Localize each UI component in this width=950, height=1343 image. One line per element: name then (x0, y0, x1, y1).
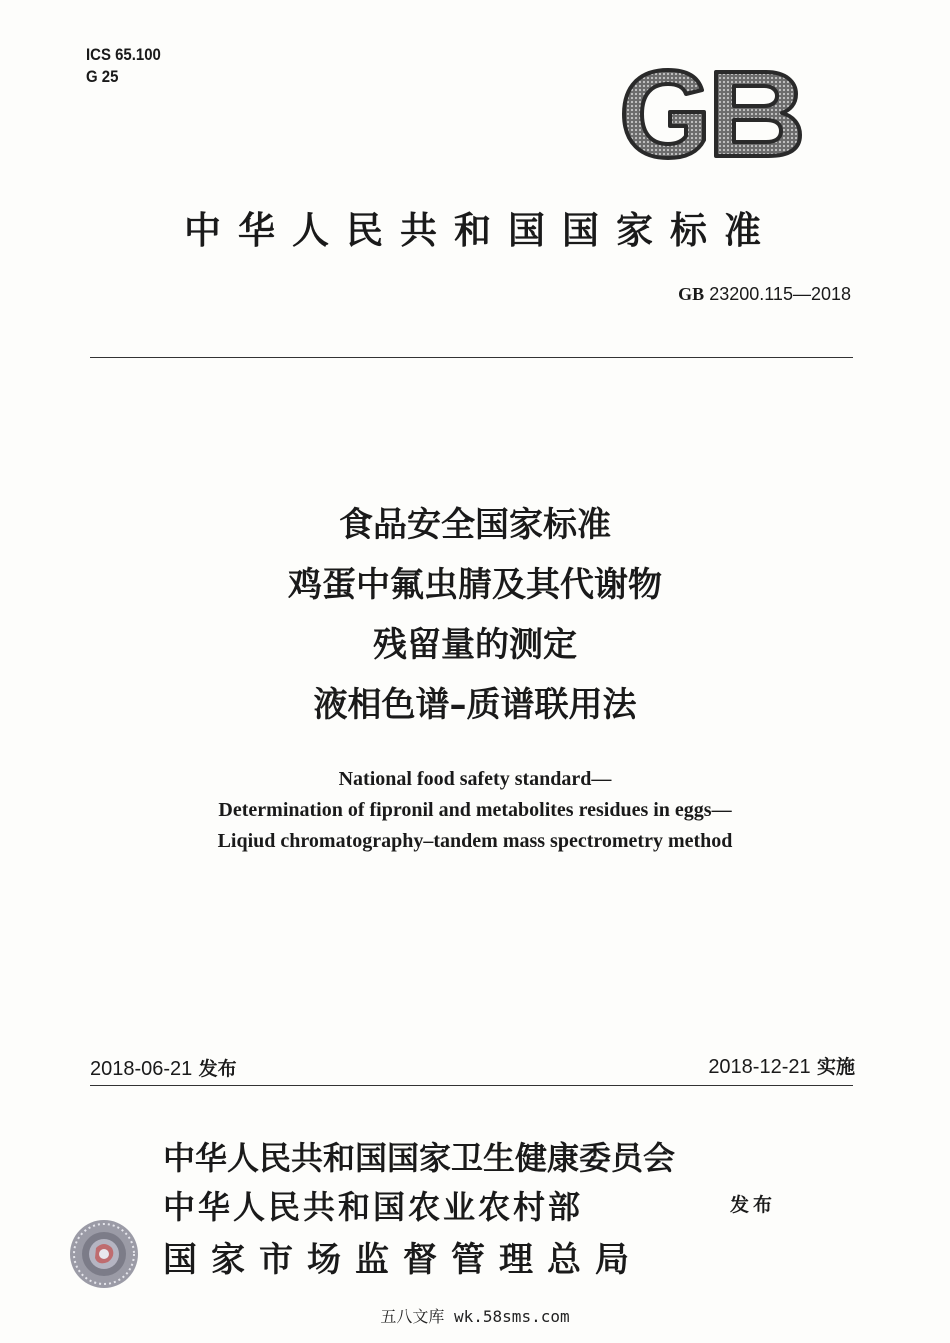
gb-logo (618, 64, 804, 162)
english-title-line: Determination of fipronil and metabolites residues in eggs— (218, 799, 732, 821)
implementation-date (708, 1052, 855, 1079)
issuer-agriculture-ministry: 中华人民共和国农业农村部 (163, 1188, 584, 1226)
issuer-health-commission: 中华人民共和国国家卫生健康委员会 (163, 1139, 676, 1177)
english-title-line: Liqiud chromatography–tandem mass spectrometry method (217, 830, 733, 852)
watermark: 五八文库 wk.58sms.com (380, 1307, 570, 1326)
standard-code-number: 23200.115—2018 (709, 284, 851, 304)
ccs-code: G 25 (86, 67, 119, 86)
issuer-market-regulation: 国家市场监督管理总局 (163, 1240, 643, 1280)
standard-code-prefix: GB (678, 284, 705, 304)
national-standard-title: 中华人民共和国国家标准 (184, 208, 778, 252)
chinese-title-line: 残留量的测定 (373, 625, 577, 665)
chinese-title-line: 鸡蛋中氟虫腈及其代谢物 (288, 565, 662, 605)
ics-code: ICS 65.100 (86, 45, 161, 64)
chinese-title-line: 食品安全国家标准 (339, 505, 611, 545)
implementation-date-value: 2018-12-21 (708, 1056, 811, 1078)
issue-date-label: 发布 (198, 1058, 237, 1080)
english-title (0, 764, 950, 857)
publish-label: 发布 (730, 1194, 777, 1216)
header-divider (90, 357, 853, 358)
issue-date (90, 1054, 237, 1081)
english-title-line: National food safety standard— (338, 768, 612, 790)
official-seal-icon (68, 1218, 140, 1290)
issue-date-value: 2018-06-21 (90, 1058, 193, 1080)
chinese-title (0, 495, 950, 735)
implementation-date-label: 实施 (816, 1056, 855, 1078)
footer-divider (90, 1085, 853, 1086)
standard-code (678, 284, 851, 305)
ics-classification (86, 44, 161, 88)
chinese-title-line: 液相色谱–质谱联用法 (313, 685, 637, 725)
